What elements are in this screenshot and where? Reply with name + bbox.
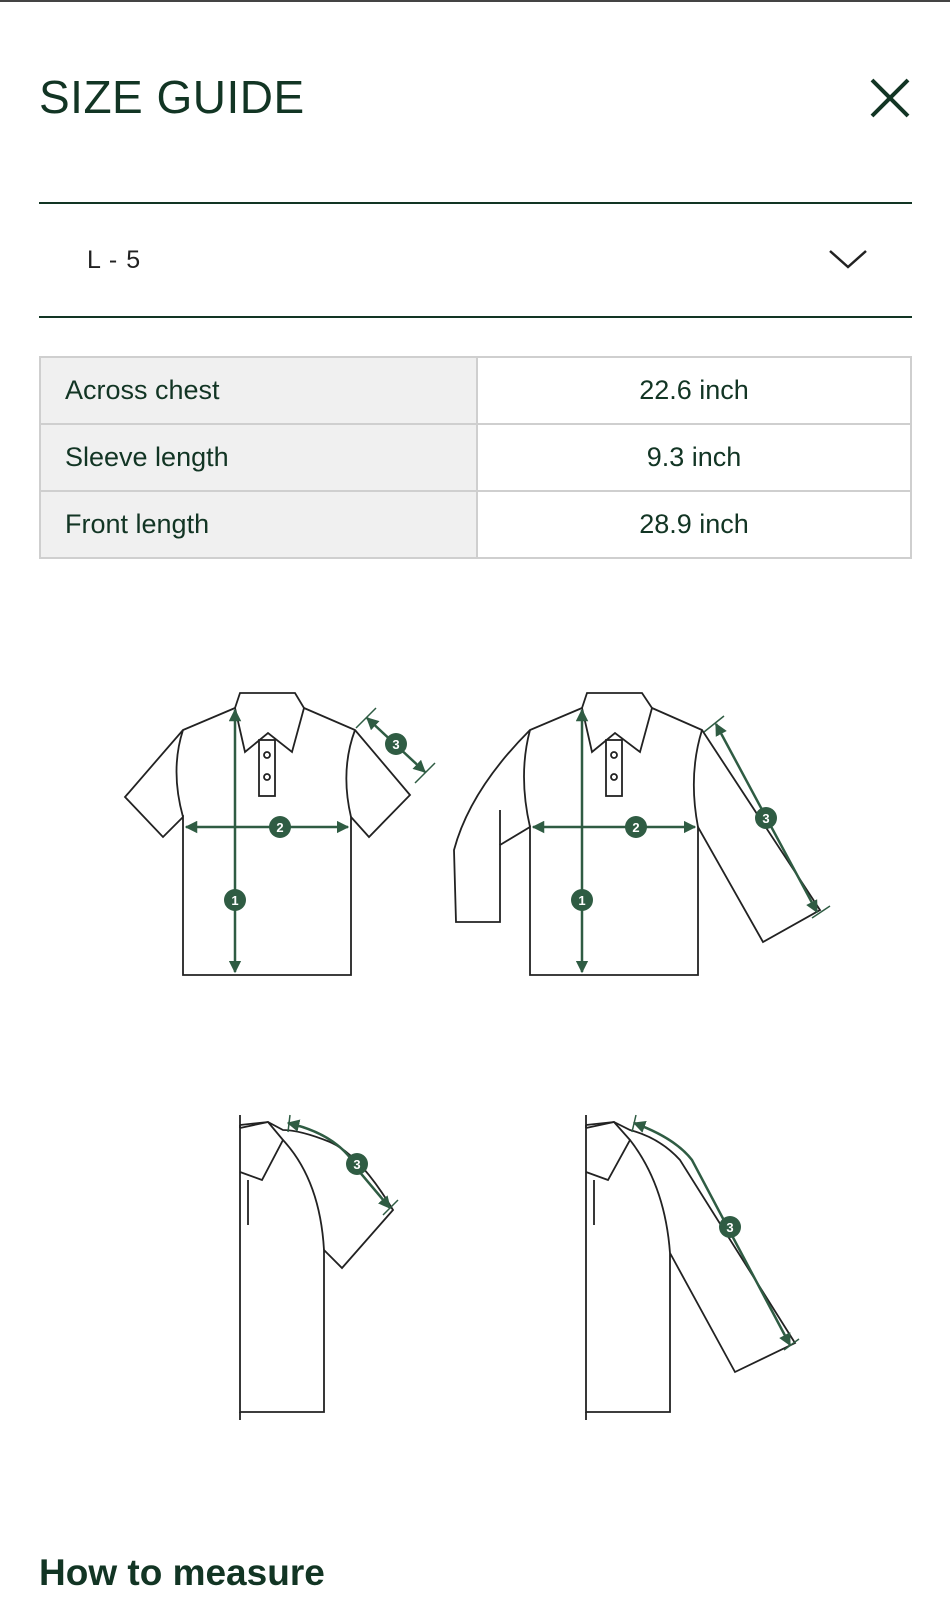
- long-sleeve-side-drawing: [586, 1115, 795, 1420]
- short-sleeve-side-measures: [288, 1115, 398, 1215]
- measurement-label: Across chest: [40, 357, 477, 424]
- top-border: [0, 0, 950, 2]
- marker-1: [571, 889, 593, 911]
- measurement-value: 22.6 inch: [477, 357, 911, 424]
- svg-text:2: 2: [276, 820, 284, 835]
- size-table: [39, 356, 912, 559]
- table-row: [40, 424, 911, 491]
- svg-text:3: 3: [726, 1220, 734, 1235]
- short-sleeve-side-drawing: [240, 1115, 393, 1420]
- marker-3: [385, 733, 407, 755]
- long-sleeve-side-measures: [632, 1115, 799, 1350]
- svg-text:1: 1: [231, 893, 239, 908]
- table-row: [40, 491, 911, 558]
- svg-text:1: 1: [578, 893, 586, 908]
- svg-text:3: 3: [762, 811, 770, 826]
- table-row: [40, 357, 911, 424]
- page-title: SIZE GUIDE: [39, 71, 305, 123]
- size-select-value: L - 5: [87, 246, 142, 274]
- measurement-diagram: [0, 660, 950, 1460]
- marker-3: [755, 807, 777, 829]
- marker-2: [269, 816, 291, 838]
- marker-3: [719, 1216, 741, 1238]
- measurement-label: Front length: [40, 491, 477, 558]
- short-sleeve-front-drawing: [125, 693, 410, 975]
- section-title: How to measure: [39, 1552, 325, 1593]
- svg-text:2: 2: [632, 820, 640, 835]
- close-button[interactable]: [866, 74, 914, 122]
- marker-2: [625, 816, 647, 838]
- chevron-down-icon: [828, 248, 868, 270]
- divider: [39, 316, 912, 318]
- svg-text:3: 3: [392, 737, 400, 752]
- svg-text:3: 3: [353, 1157, 361, 1172]
- measurement-value: 9.3 inch: [477, 424, 911, 491]
- close-icon: [866, 74, 914, 122]
- marker-1: [224, 889, 246, 911]
- size-select[interactable]: [39, 204, 912, 318]
- measurement-value: 28.9 inch: [477, 491, 911, 558]
- marker-3: [346, 1153, 368, 1175]
- long-sleeve-front-measures: [533, 710, 830, 972]
- measurement-label: Sleeve length: [40, 424, 477, 491]
